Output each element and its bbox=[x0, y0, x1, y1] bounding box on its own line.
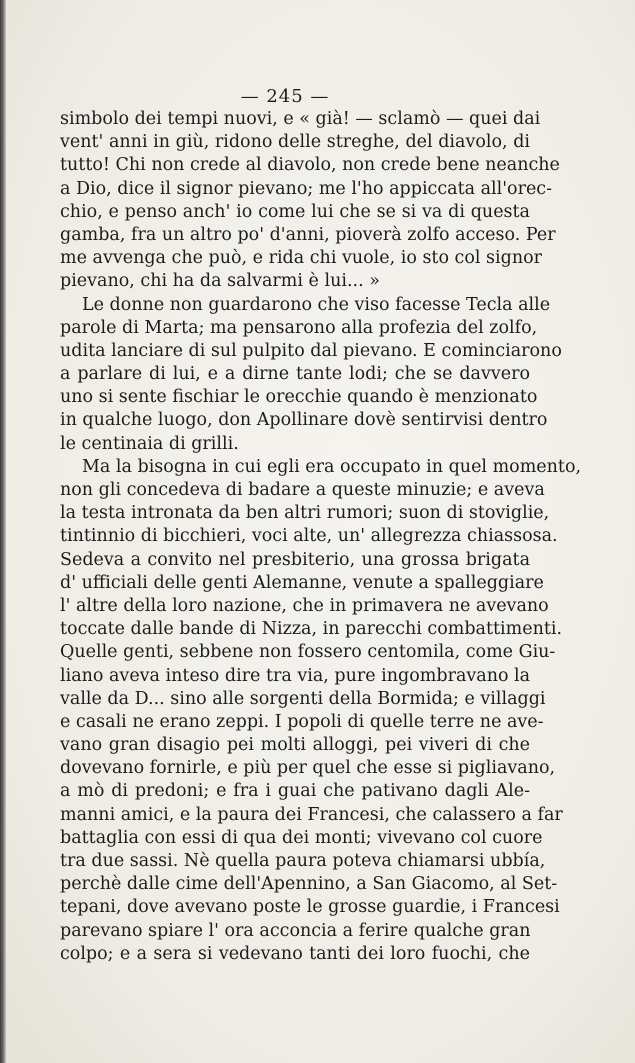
text-line: tutto! Chi non crede al diavolo, non crede bene neanche bbox=[60, 155, 560, 176]
text-line: me avvenga che può, e rida chi vuole, io sto col signor bbox=[60, 248, 543, 269]
text-line: toccate dalle bande di Nizza, in parecchi combattimenti. bbox=[60, 619, 563, 640]
binding-edge bbox=[0, 0, 6, 1063]
text-line: perchè dalle cime dell'Apennino, a San Giacomo, al Set- bbox=[60, 874, 558, 895]
text-line: valle da D... sino alle sorgenti della Bormida; e villaggi bbox=[60, 688, 546, 709]
text-line: e casali ne erano zeppi. I popoli di quelle terre ne ave- bbox=[60, 711, 544, 732]
text-line: vent' anni in giù, ridono delle streghe, del diavolo, di bbox=[60, 132, 530, 153]
text-line: battaglia con essi di qua dei monti; vivevano col cuore bbox=[60, 827, 543, 848]
text-line: tra due sassi. Nè quella paura poteva chiamarsi ubbía, bbox=[60, 851, 546, 871]
text-line: udita lanciare di sul pulpito dal pievano. E cominciarono bbox=[60, 340, 562, 361]
body-text bbox=[60, 108, 582, 966]
text-line: vano gran disagio pei molti alloggi, pei viveri di che bbox=[60, 735, 530, 756]
text-line: a mò di predoni; e fra i guai che pativano dagli Ale- bbox=[60, 781, 530, 802]
text-line: liano aveva inteso dire tra via, pure ingombravano la bbox=[60, 665, 531, 686]
text-line: d' ufficiali delle genti Alemanne, venute a spalleggiare bbox=[60, 572, 544, 593]
text-line: colpo; e a sera si vedevano tanti dei loro fuochi, che bbox=[60, 943, 530, 964]
text-line: chio, e penso anch' io come lui che se si va di questa bbox=[60, 201, 530, 222]
text-line: in qualche luogo, don Apollinare dovè sentirvisi dentro bbox=[60, 410, 548, 431]
text-line: tintinnio di bicchieri, voci alte, un' allegrezza chiassosa. bbox=[60, 526, 558, 547]
text-line: uno si sente fischiar le orecchie quando è menzionato bbox=[60, 387, 538, 408]
text-line: dovevano fornirle, e più per quel che esse si pigliavano, bbox=[60, 758, 556, 779]
text-line: parole di Marta; ma pensarono alla profezia del zolfo, bbox=[60, 317, 538, 338]
text-line: a Dio, dice il signor pievano; me l'ho appiccata all'orec- bbox=[60, 178, 553, 199]
text-line: la testa intronata da ben altri rumori; suon di stoviglie, bbox=[60, 503, 550, 524]
text-line: tepani, dove avevano poste le grosse guardie, i Francesi bbox=[60, 897, 560, 918]
text-line: parevano spiare l' ora acconcia a ferire qualche gran bbox=[60, 920, 531, 941]
text-line: Ma la bisogna in cui egli era occupato in quel momento, bbox=[82, 456, 582, 477]
text-line: Sedeva a convito nel presbiterio, una grossa brigata bbox=[60, 549, 530, 570]
text-line: manni amici, e la paura dei Francesi, che calassero a far bbox=[60, 804, 563, 825]
text-line: le centinaia di grilli. bbox=[60, 433, 239, 454]
text-line: l' altre della loro nazione, che in primavera ne avevano bbox=[60, 595, 549, 616]
text-line: Quelle genti, sebbene non fossero centomila, come Giu- bbox=[60, 642, 556, 663]
text-line: non gli concedeva di badare a queste minuzie; e aveva bbox=[60, 480, 545, 500]
text-line: simbolo dei tempi nuovi, e « già! — sclamò — quei dai bbox=[60, 109, 541, 129]
text-line: pievano, chi ha da salvarmi è lui... » bbox=[60, 271, 380, 292]
text-line: Le donne non guardarono che viso facesse Tecla alle bbox=[82, 294, 551, 315]
page-number: — 245 — bbox=[240, 86, 330, 107]
text-line: a parlare di lui, e a dirne tante lodi; che se davvero bbox=[60, 364, 530, 385]
text-line: gamba, fra un altro po' d'anni, pioverà zolfo acceso. Per bbox=[60, 224, 556, 245]
